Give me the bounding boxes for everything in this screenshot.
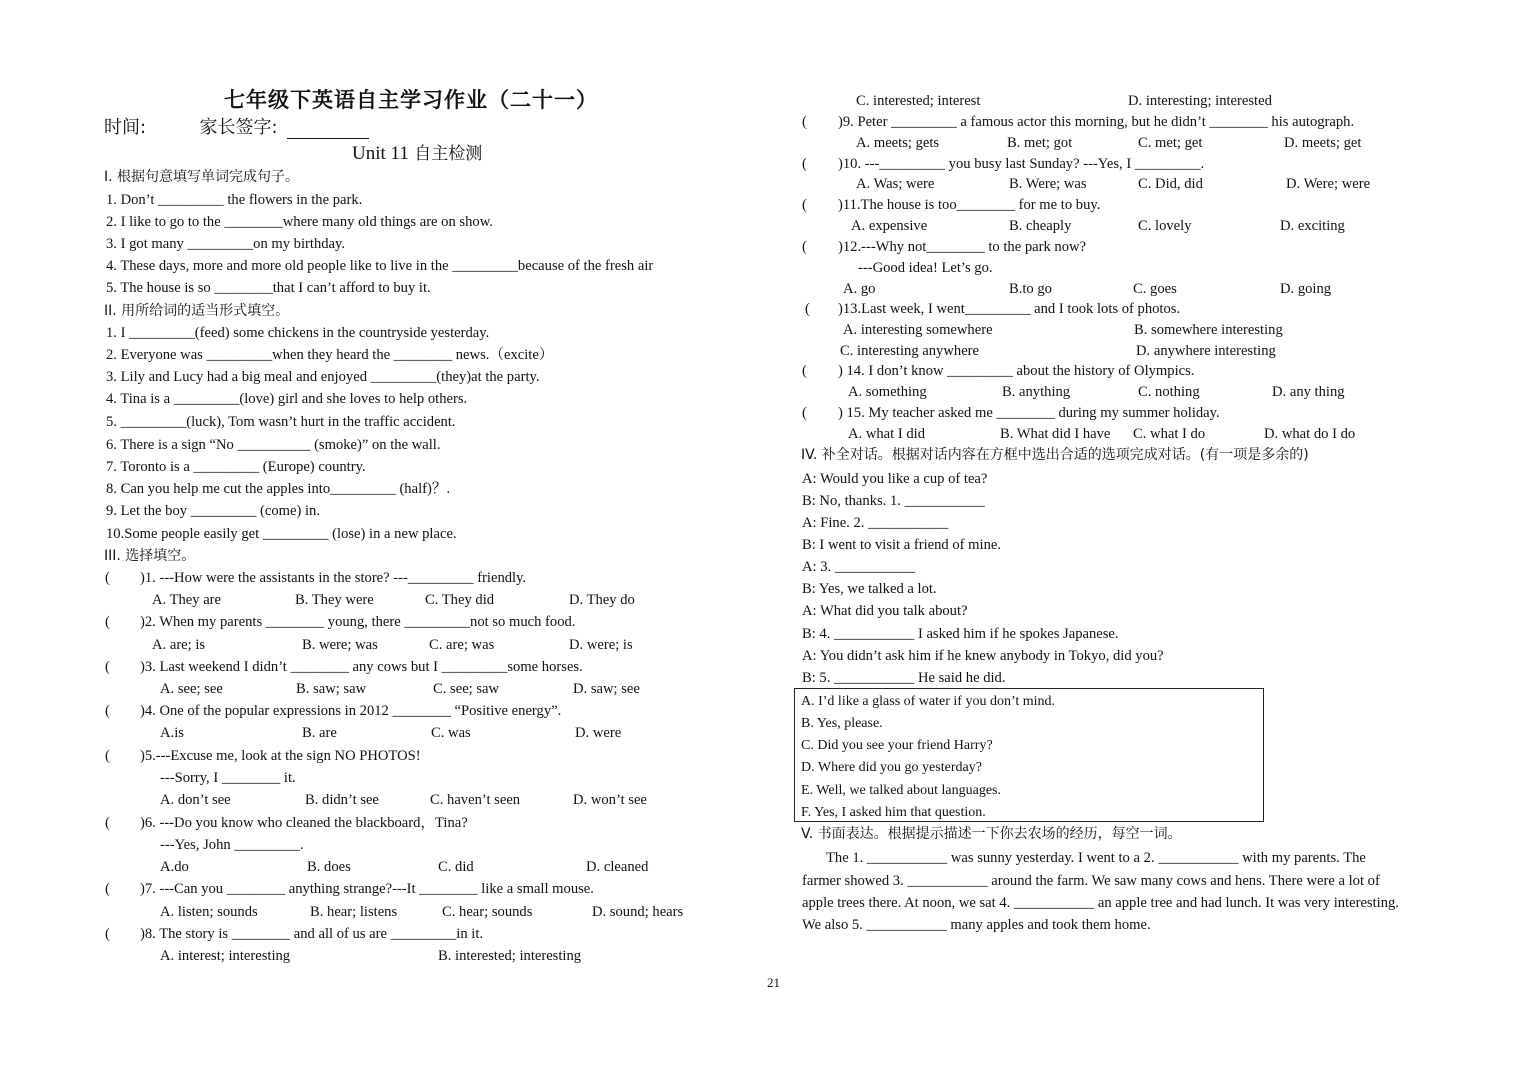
option-d: D. were bbox=[575, 725, 622, 741]
option-b: B. They were bbox=[295, 592, 374, 608]
option-b: B. interested; interesting bbox=[438, 948, 582, 964]
section2-item: 2. Everyone was _________when they heard the ________ news.（excite） bbox=[106, 347, 554, 363]
option-a: A. go bbox=[843, 281, 876, 297]
option-b: B. anything bbox=[1002, 384, 1071, 400]
dialogue-line: B: No, thanks. 1. ___________ bbox=[802, 493, 985, 509]
box-option: C. Did you see your friend Harry? bbox=[801, 738, 993, 753]
signature-blank[interactable] bbox=[287, 120, 369, 139]
option-b: B. cheaply bbox=[1009, 218, 1072, 234]
question-stem: )1. ---How were the assistants in the store? ---_________ friendly. bbox=[140, 570, 527, 586]
answer-paren[interactable]: ( bbox=[802, 197, 807, 213]
options-box bbox=[794, 688, 1264, 822]
dialogue-line: B: 4. ___________ I asked him if he spokes Japanese. bbox=[802, 626, 1119, 642]
question-stem: )5.---Excuse me, look at the sign NO PHOTOS! bbox=[140, 748, 421, 764]
question-stem: )2. When my parents ________ young, there _________not so much food. bbox=[140, 614, 576, 630]
answer-paren[interactable]: ( bbox=[105, 815, 110, 831]
question-stem: )11.The house is too________ for me to buy. bbox=[838, 197, 1101, 213]
parent-sign-label: 家长签字: bbox=[199, 117, 278, 138]
writing-line: We also 5. ___________ many apples and took them home. bbox=[802, 917, 1151, 933]
writing-line: The 1. ___________ was sunny yesterday. I went to a 2. ___________ with my parents. The bbox=[826, 850, 1366, 866]
option-a: A.is bbox=[160, 725, 184, 741]
dialogue-line: A: 3. ___________ bbox=[802, 559, 916, 575]
question-stem-2: ---Sorry, I ________ it. bbox=[160, 770, 296, 786]
option-c: C. Did, did bbox=[1138, 176, 1203, 192]
dialogue-line: A: You didn’t ask him if he knew anybody in Tokyo, did you? bbox=[802, 648, 1164, 664]
section2-heading: II. 用所给词的适当形式填空。 bbox=[104, 303, 290, 319]
option-d: D. anywhere interesting bbox=[1136, 343, 1276, 359]
option-a: A. listen; sounds bbox=[160, 904, 258, 920]
option-b: B. Were; was bbox=[1009, 176, 1087, 192]
worksheet-title: 七年级下英语自主学习作业（二十一） bbox=[224, 88, 598, 112]
option-d: D. exciting bbox=[1280, 218, 1345, 234]
answer-paren[interactable]: ( bbox=[802, 363, 807, 379]
option-d: D. any thing bbox=[1272, 384, 1345, 400]
question-stem: )4. One of the popular expressions in 2012 ________ “Positive energy”. bbox=[140, 703, 562, 719]
option-b: B. hear; listens bbox=[310, 904, 398, 920]
option-d: D. sound; hears bbox=[592, 904, 684, 920]
question-stem: )3. Last weekend I didn’t ________ any cows but I _________some horses. bbox=[140, 659, 583, 675]
section2-item: 9. Let the boy _________ (come) in. bbox=[106, 503, 320, 519]
dialogue-line: A: What did you talk about? bbox=[802, 603, 968, 619]
answer-paren[interactable]: ( bbox=[805, 301, 810, 317]
option-d: D. interesting; interested bbox=[1128, 93, 1272, 109]
section3-heading: III. 选择填空。 bbox=[104, 548, 196, 564]
section1-item: 1. Don’t _________ the flowers in the park. bbox=[106, 192, 363, 208]
answer-paren[interactable]: ( bbox=[105, 881, 110, 897]
option-a: A. expensive bbox=[851, 218, 928, 234]
option-d: D. saw; see bbox=[573, 681, 640, 697]
section2-item: 7. Toronto is a _________ (Europe) country. bbox=[106, 459, 366, 475]
answer-paren[interactable]: ( bbox=[105, 703, 110, 719]
option-b: B. didn’t see bbox=[305, 792, 379, 808]
section1-item: 5. The house is so ________that I can’t afford to buy it. bbox=[106, 280, 431, 296]
section2-item: 10.Some people easily get _________ (lose) in a new place. bbox=[106, 526, 457, 542]
dialogue-line: B: 5. ___________ He said he did. bbox=[802, 670, 1006, 686]
option-c: C. They did bbox=[425, 592, 495, 608]
question-stem: )7. ---Can you ________ anything strange?---It ________ like a small mouse. bbox=[140, 881, 594, 897]
option-c: C. was bbox=[431, 725, 471, 741]
option-a: A. what I did bbox=[848, 426, 926, 442]
option-b: B. are bbox=[302, 725, 337, 741]
question-stem: )6. ---Do you know who cleaned the blackboard，Tina? bbox=[140, 815, 468, 831]
question-stem: ) 14. I don’t know _________ about the history of Olympics. bbox=[838, 363, 1195, 379]
option-d: D. what do I do bbox=[1264, 426, 1356, 442]
option-b: B. saw; saw bbox=[296, 681, 367, 697]
option-c: C. see; saw bbox=[433, 681, 500, 697]
option-d: D. won’t see bbox=[573, 792, 647, 808]
option-c: C. hear; sounds bbox=[442, 904, 533, 920]
dialogue-line: A: Would you like a cup of tea? bbox=[802, 471, 988, 487]
section1-item: 3. I got many _________on my birthday. bbox=[106, 236, 346, 252]
question-stem: )10. ---_________ you busy last Sunday? ---Yes, I _________. bbox=[838, 156, 1205, 172]
answer-paren[interactable]: ( bbox=[105, 614, 110, 630]
time-label: 时间: bbox=[104, 117, 147, 138]
option-c: C. haven’t seen bbox=[430, 792, 521, 808]
option-a: A. see; see bbox=[160, 681, 223, 697]
answer-paren[interactable]: ( bbox=[802, 405, 807, 421]
box-option: D. Where did you go yesterday? bbox=[801, 760, 982, 775]
section2-item: 3. Lily and Lucy had a big meal and enjoyed _________(they)at the party. bbox=[106, 369, 540, 385]
option-a: A. something bbox=[848, 384, 927, 400]
box-option: B. Yes, please. bbox=[801, 716, 883, 731]
option-c: C. what I do bbox=[1133, 426, 1206, 442]
option-c: C. are; was bbox=[429, 637, 495, 653]
dialogue-line: B: Yes, we talked a lot. bbox=[802, 581, 937, 597]
option-d: D. They do bbox=[569, 592, 635, 608]
box-option: F. Yes, I asked him that question. bbox=[801, 805, 986, 820]
section1-item: 4. These days, more and more old people like to live in the _________because of the fresh air bbox=[106, 258, 654, 274]
option-b: B. somewhere interesting bbox=[1134, 322, 1283, 338]
option-d: D. Were; were bbox=[1286, 176, 1371, 192]
answer-paren[interactable]: ( bbox=[105, 748, 110, 764]
section1-item: 2. I like to go to the ________where many old things are on show. bbox=[106, 214, 493, 230]
option-c: C. did bbox=[438, 859, 474, 875]
option-b: B. What did I have bbox=[1000, 426, 1111, 442]
dialogue-line: B: I went to visit a friend of mine. bbox=[802, 537, 1002, 553]
option-d: D. were; is bbox=[569, 637, 633, 653]
option-c: C. interested; interest bbox=[856, 93, 981, 109]
section5-heading: V. 书面表达。根据提示描述一下你去农场的经历，每空一词。 bbox=[801, 826, 1182, 842]
page-number: 21 bbox=[767, 975, 780, 990]
option-a: A. meets; gets bbox=[856, 135, 940, 151]
option-a: A. are; is bbox=[152, 637, 206, 653]
section2-item: 6. There is a sign “No __________ (smoke)” on the wall. bbox=[106, 437, 441, 453]
option-c: C. met; get bbox=[1138, 135, 1203, 151]
option-a: A.do bbox=[160, 859, 189, 875]
option-b: B.to go bbox=[1009, 281, 1052, 297]
option-d: D. going bbox=[1280, 281, 1332, 297]
answer-paren[interactable]: ( bbox=[802, 239, 807, 255]
writing-line: farmer showed 3. ___________ around the farm. We saw many cows and hens. There were a lot of bbox=[802, 873, 1380, 889]
option-c: C. goes bbox=[1133, 281, 1177, 297]
option-c: C. nothing bbox=[1138, 384, 1200, 400]
section2-item: 5. _________(luck), Tom wasn’t hurt in the traffic accident. bbox=[106, 414, 456, 430]
section1-heading: Ⅰ. 根据句意填写单词完成句子。 bbox=[104, 169, 300, 185]
box-option: A. I’d like a glass of water if you don’t mind. bbox=[801, 694, 1056, 709]
box-option: E. Well, we talked about languages. bbox=[801, 783, 1001, 798]
section2-item: 4. Tina is a _________(love) girl and she loves to help others. bbox=[106, 391, 468, 407]
option-b: B. does bbox=[307, 859, 351, 875]
option-d: D. cleaned bbox=[586, 859, 649, 875]
writing-line: apple trees there. At noon, we sat 4. ___________ an apple tree and had lunch. It was very interesting. bbox=[802, 895, 1399, 911]
question-stem-2: ---Good idea! Let’s go. bbox=[858, 260, 993, 276]
option-d: D. meets; get bbox=[1284, 135, 1362, 151]
question-stem: )13.Last week, I went_________ and I took lots of photos. bbox=[838, 301, 1181, 317]
section2-item: 1. I _________(feed) some chickens in the countryside yesterday. bbox=[106, 325, 490, 341]
option-b: B. were; was bbox=[302, 637, 378, 653]
option-c: C. lovely bbox=[1138, 218, 1192, 234]
option-b: B. met; got bbox=[1007, 135, 1073, 151]
question-stem-2: ---Yes, John _________. bbox=[160, 837, 304, 853]
question-stem: )12.---Why not________ to the park now? bbox=[838, 239, 1087, 255]
answer-paren[interactable]: ( bbox=[105, 926, 110, 942]
option-a: A. interest; interesting bbox=[160, 948, 291, 964]
option-c: C. interesting anywhere bbox=[840, 343, 980, 359]
unit-title: Unit 11 自主检测 bbox=[352, 143, 483, 164]
option-a: A. don’t see bbox=[160, 792, 231, 808]
section4-heading: IV. 补全对话。根据对话内容在方框中选出合适的选项完成对话。(有一项是多余的) bbox=[801, 447, 1309, 463]
question-stem: )9. Peter _________ a famous actor this morning, but he didn’t ________ his autograph. bbox=[838, 114, 1355, 130]
time-and-signature-line bbox=[104, 113, 369, 139]
option-a: A. They are bbox=[152, 592, 222, 608]
answer-paren[interactable]: ( bbox=[802, 114, 807, 130]
answer-paren[interactable]: ( bbox=[802, 156, 807, 172]
option-a: A. interesting somewhere bbox=[843, 322, 993, 338]
dialogue-line: A: Fine. 2. ___________ bbox=[802, 515, 949, 531]
question-stem: ) 15. My teacher asked me ________ during my summer holiday. bbox=[838, 405, 1220, 421]
section2-item: 8. Can you help me cut the apples into_________ (half)？. bbox=[106, 481, 451, 497]
answer-paren[interactable]: ( bbox=[105, 659, 110, 675]
answer-paren[interactable]: ( bbox=[105, 570, 110, 586]
question-stem: )8. The story is ________ and all of us are _________in it. bbox=[140, 926, 484, 942]
option-a: A. Was; were bbox=[856, 176, 935, 192]
